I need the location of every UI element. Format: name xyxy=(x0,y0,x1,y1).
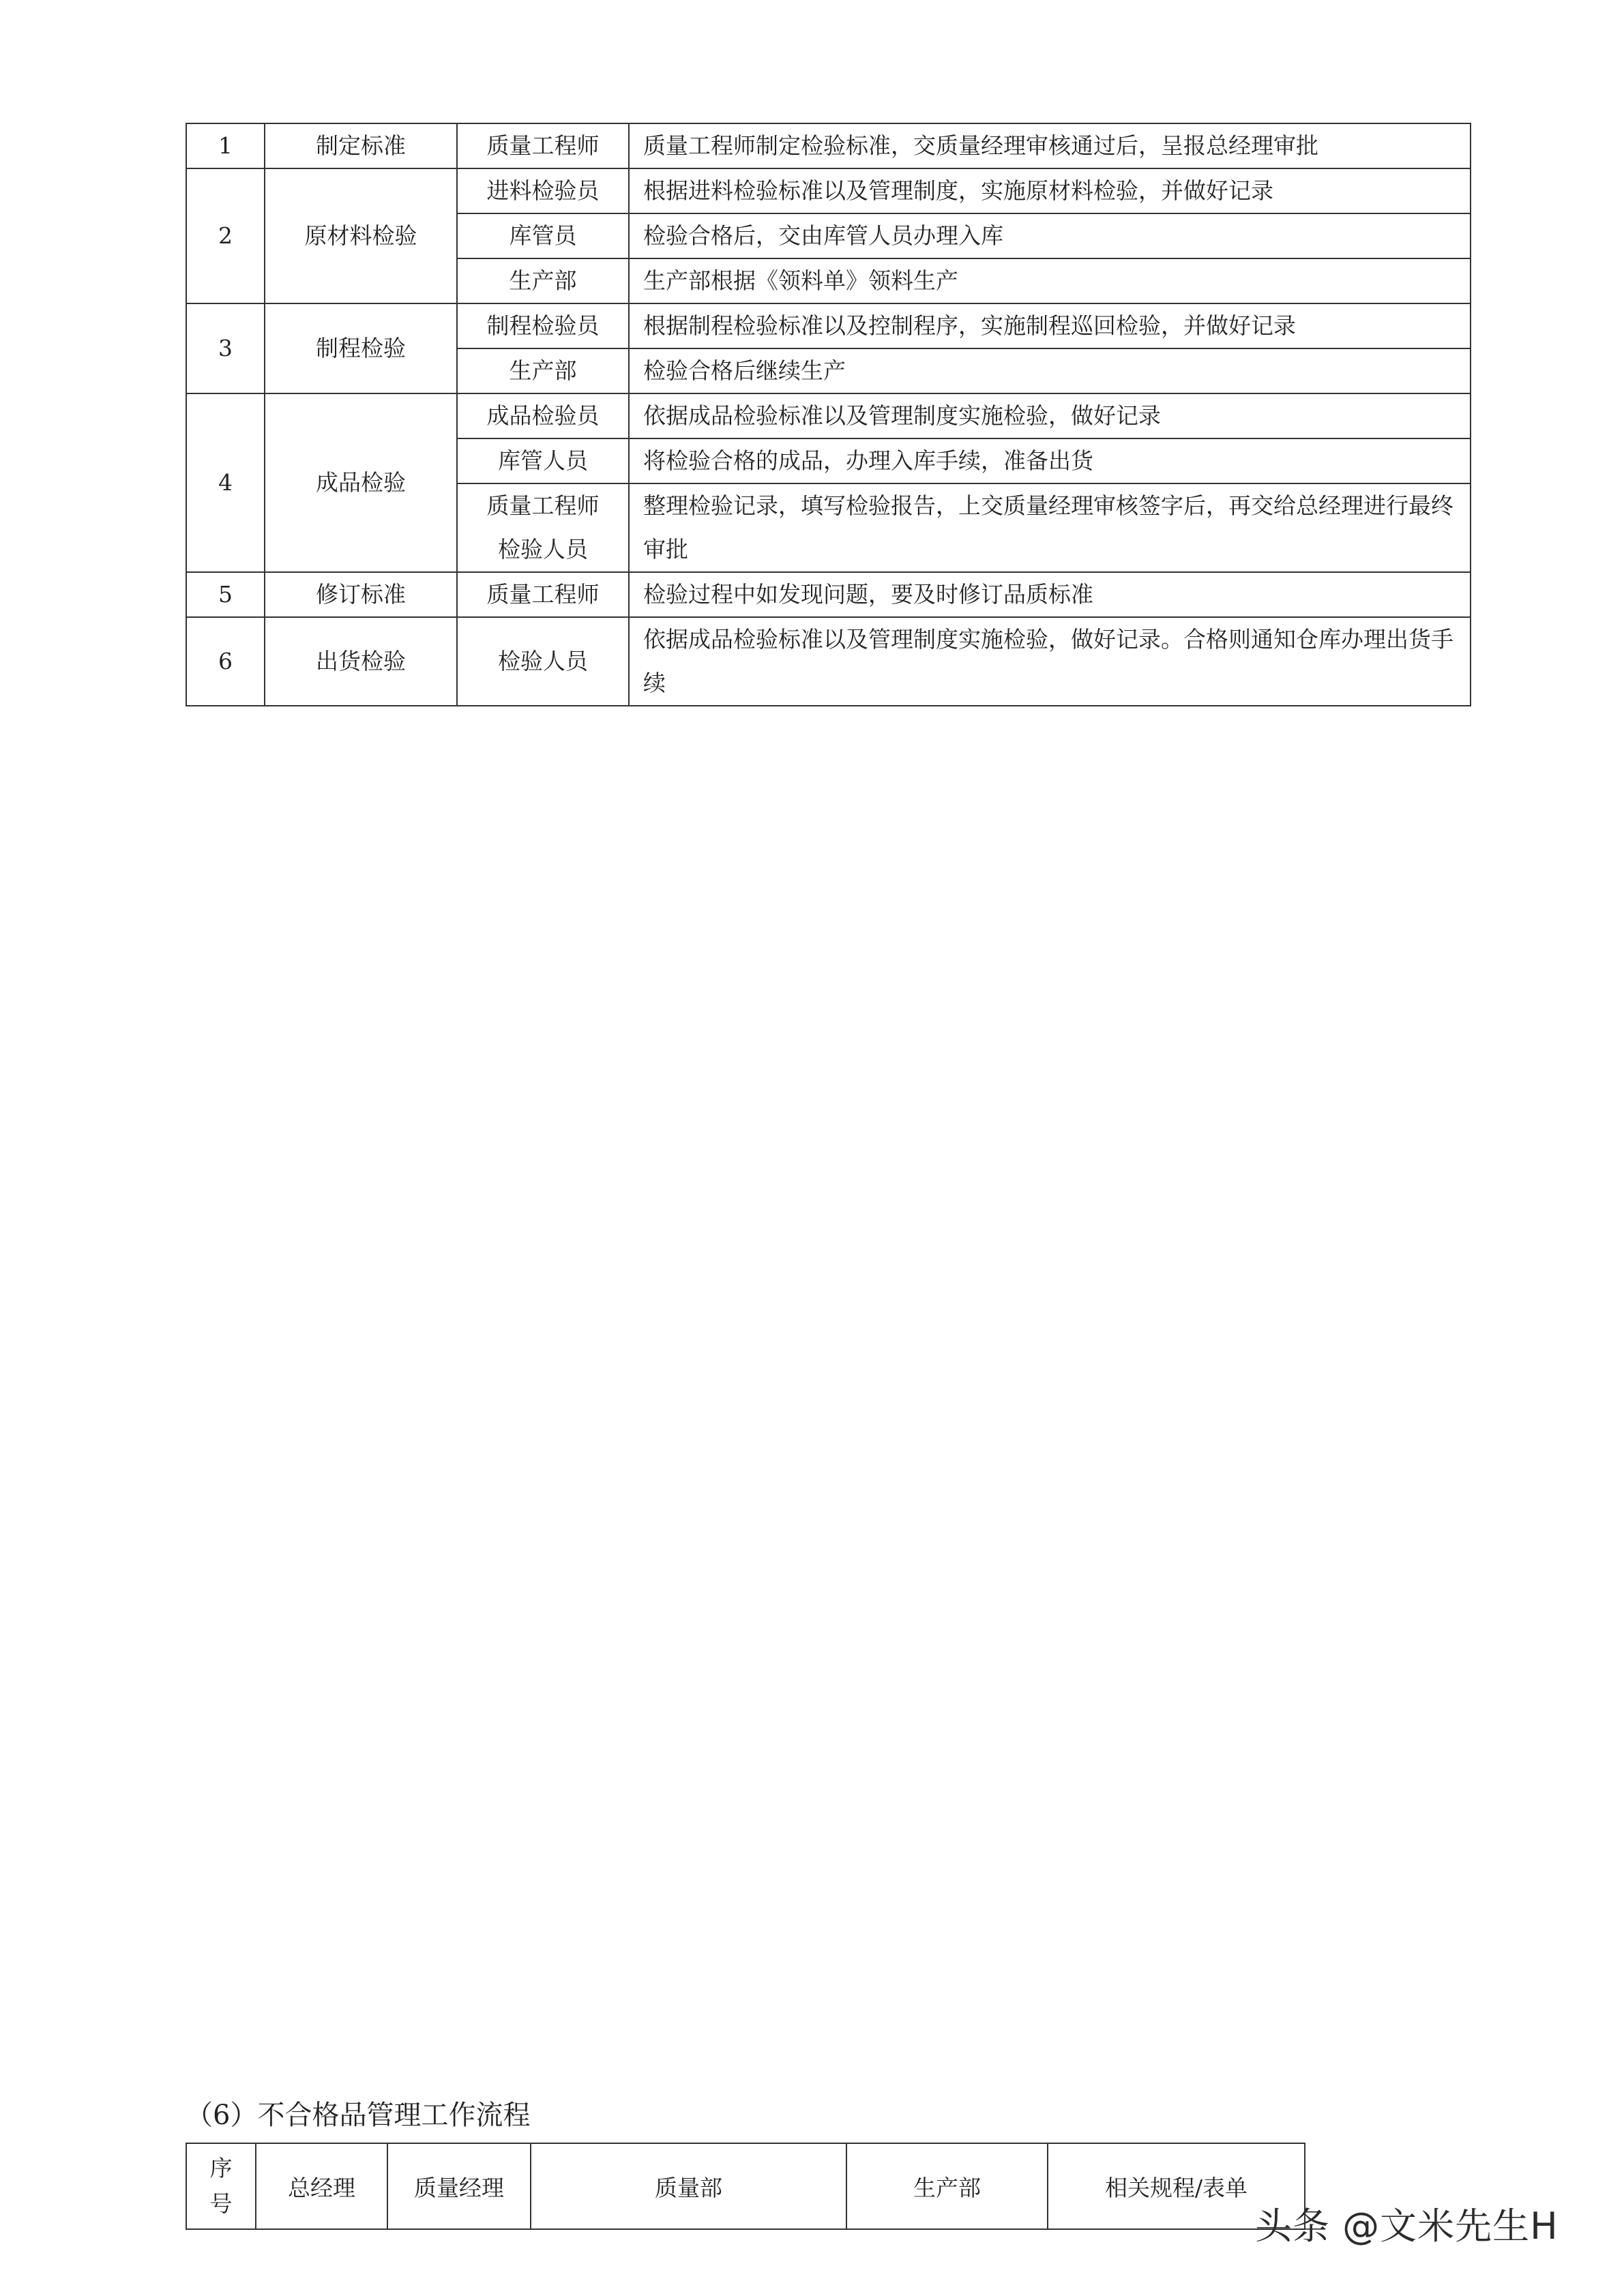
role-cell: 生产部 xyxy=(457,258,629,303)
header-related-forms: 相关规程/表单 xyxy=(1048,2143,1305,2229)
description-cell: 依据成品检验标准以及管理制度实施检验，做好记录 xyxy=(629,393,1471,438)
role-cell: 库管员 xyxy=(457,213,629,258)
description-cell: 检验过程中如发现问题，要及时修订品质标准 xyxy=(629,572,1471,617)
section-heading: （6）不合格品管理工作流程 xyxy=(186,2100,531,2131)
stage-cell: 出货检验 xyxy=(265,617,457,706)
description-cell: 检验合格后继续生产 xyxy=(629,348,1471,393)
nonconforming-flow-table xyxy=(186,2143,1305,2230)
role-cell: 质量工程师 xyxy=(457,572,629,617)
role-cell: 生产部 xyxy=(457,348,629,393)
role-cell: 质量工程师 检验人员 xyxy=(457,483,629,572)
table-row xyxy=(186,572,1471,617)
row-number: 4 xyxy=(186,393,265,572)
row-number: 1 xyxy=(186,123,265,168)
role-cell: 检验人员 xyxy=(457,617,629,706)
stage-cell: 原材料检验 xyxy=(265,168,457,303)
header-production-dept: 生产部 xyxy=(846,2143,1048,2229)
role-cell: 质量工程师 xyxy=(457,123,629,168)
stage-cell: 制定标准 xyxy=(265,123,457,168)
row-number: 3 xyxy=(186,303,265,393)
header-sequence: 序号 xyxy=(186,2143,256,2229)
table-row xyxy=(186,617,1471,706)
description-cell: 整理检验记录，填写检验报告，上交质量经理审核签字后，再交给总经理进行最终审批 xyxy=(629,483,1471,572)
inspection-procedure-table xyxy=(186,123,1471,706)
row-number: 2 xyxy=(186,168,265,303)
table-row xyxy=(186,393,1471,438)
table-row xyxy=(186,123,1471,168)
description-cell: 根据制程检验标准以及控制程序，实施制程巡回检验，并做好记录 xyxy=(629,303,1471,348)
stage-cell: 修订标准 xyxy=(265,572,457,617)
table-row xyxy=(186,168,1471,213)
description-cell: 依据成品检验标准以及管理制度实施检验，做好记录。合格则通知仓库办理出货手续 xyxy=(629,617,1471,706)
description-cell: 将检验合格的成品，办理入库手续，准备出货 xyxy=(629,438,1471,483)
table-header-row xyxy=(186,2143,1305,2229)
stage-cell: 成品检验 xyxy=(265,393,457,572)
role-cell: 进料检验员 xyxy=(457,168,629,213)
header-general-manager: 总经理 xyxy=(256,2143,387,2229)
role-cell: 成品检验员 xyxy=(457,393,629,438)
stage-cell: 制程检验 xyxy=(265,303,457,393)
description-cell: 根据进料检验标准以及管理制度，实施原材料检验，并做好记录 xyxy=(629,168,1471,213)
role-cell: 库管人员 xyxy=(457,438,629,483)
description-cell: 检验合格后，交由库管人员办理入库 xyxy=(629,213,1471,258)
description-cell: 质量工程师制定检验标准，交质量经理审核通过后，呈报总经理审批 xyxy=(629,123,1471,168)
role-cell: 制程检验员 xyxy=(457,303,629,348)
row-number: 6 xyxy=(186,617,265,706)
header-quality-dept: 质量部 xyxy=(531,2143,846,2229)
watermark-logo: 头条 @文米先生H xyxy=(1255,2205,1559,2248)
description-cell: 生产部根据《领料单》领料生产 xyxy=(629,258,1471,303)
table-row xyxy=(186,303,1471,348)
header-quality-manager: 质量经理 xyxy=(387,2143,531,2229)
row-number: 5 xyxy=(186,572,265,617)
